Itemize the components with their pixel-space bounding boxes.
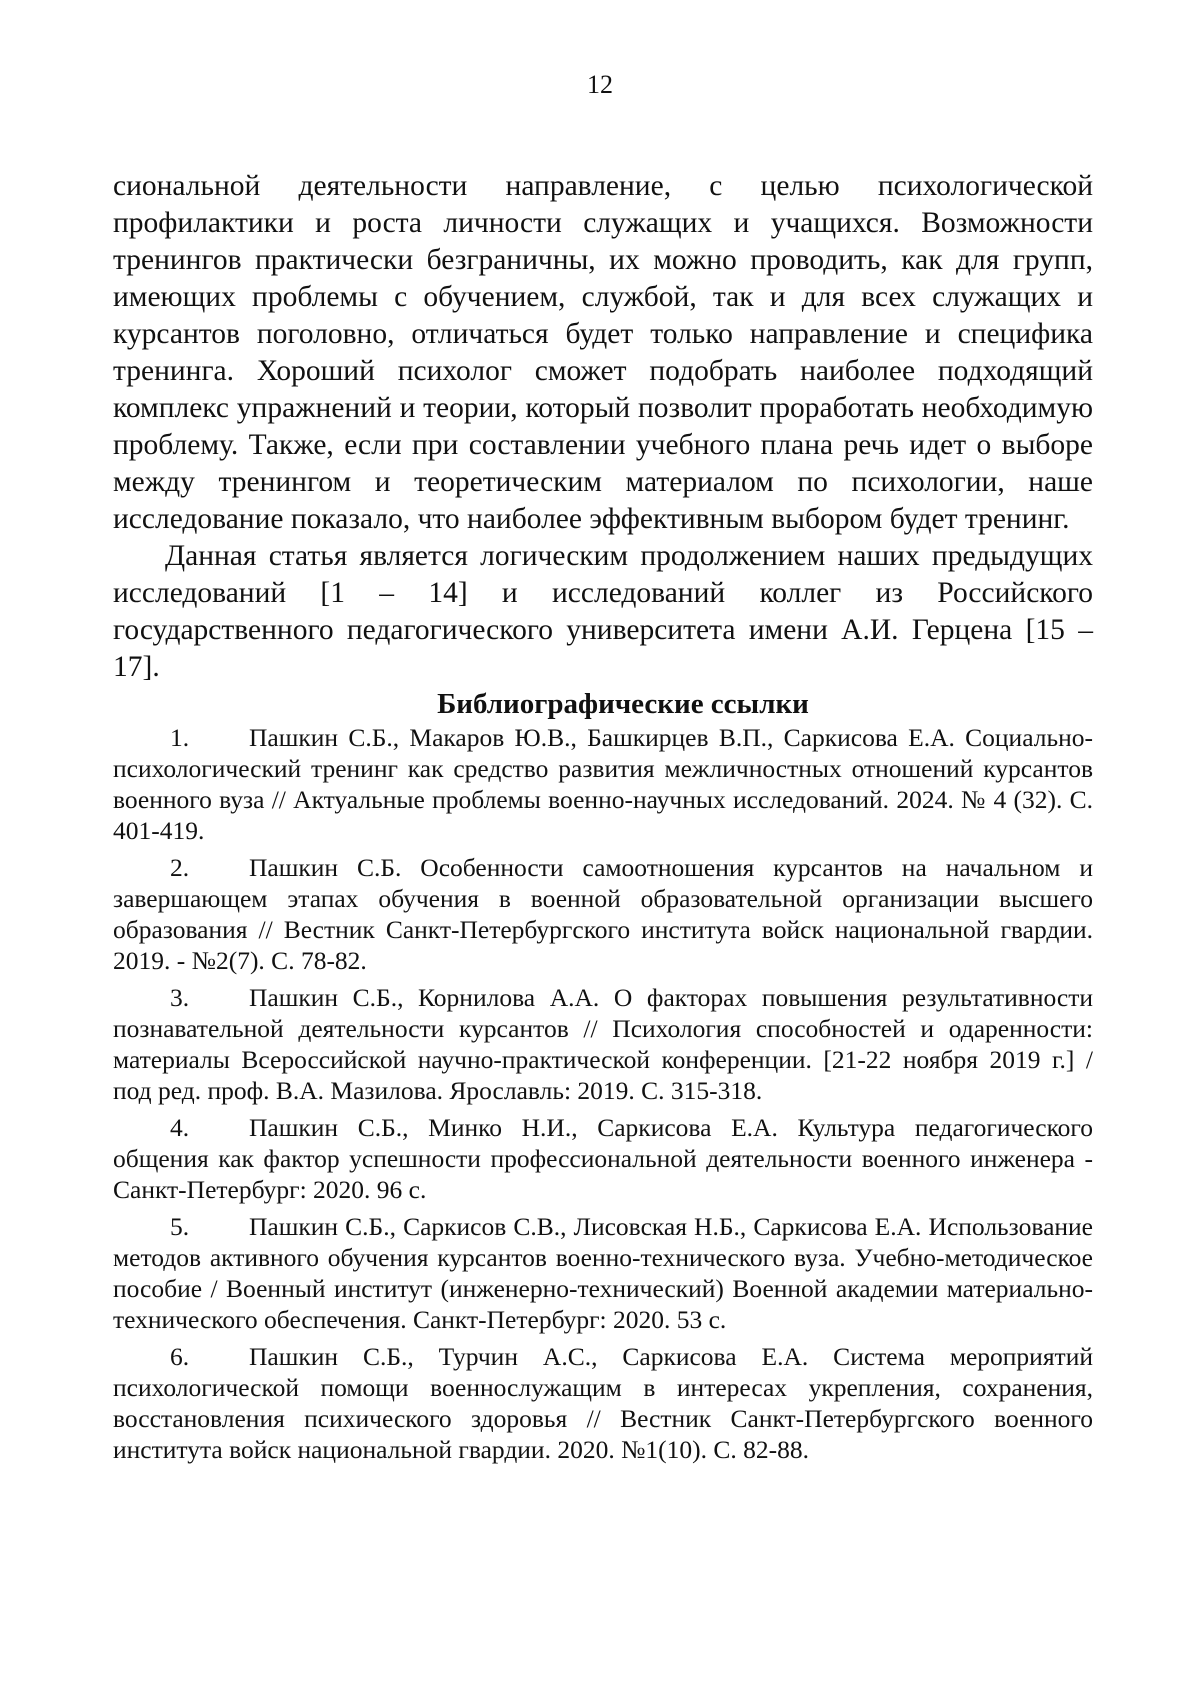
bibliography-item-text: Пашкин С.Б., Макаров Ю.В., Башкирцев В.П., Саркисова Е.А. Социально-психологический тренинг как средство развития межличностных отношений курсантов военного вуза // Актуальные проблемы военно-научных исследований. 2024. № 4 (32). С. 401-419. (113, 723, 1093, 845)
bibliography-item-5 (113, 1211, 1093, 1335)
bibliography-item-number: 3. (170, 983, 190, 1012)
bibliography-item-text: Пашкин С.Б., Турчин А.С., Саркисова Е.А. Система мероприятий психологической помощи военнослужащим в интересах укрепления, сохранения, восстановления психического здоровья // Вестник Санкт-Петербургского военного института войск национальной гвардии. 2020. №1(10). С. 82-88. (113, 1342, 1093, 1464)
bibliography-title: Библиографические ссылки (437, 688, 809, 720)
bibliography-item-text: Пашкин С.Б., Минко Н.И., Саркисова Е.А. Культура педагогического общения как фактор успешности профессиональной деятельности военного инженера - Санкт-Петербург: 2020. 96 с. (113, 1113, 1093, 1204)
bibliography-item-text: Пашкин С.Б., Корнилова А.А. О факторах повышения результативности познавательной деятельности курсантов // Психология способностей и одаренности: материалы Всероссийской научно-практической конференции. [21-22 ноября 2019 г.] / под ред. проф. В.А. Мазилова. Ярославль: 2019. С. 315-318. (113, 983, 1093, 1105)
body-paragraph-1: сиональной деятельности направление, с целью психологической профилактики и роста личности служащих и учащихся. Возможности тренингов практически безграничны, их можно проводить, как для групп, имеющих проблемы с обучением, службой, так и для всех служащих и курсантов поголовно, отличаться будет только направление и специфика тренинга. Хороший психолог сможет подобрать наиболее подходящий комплекс упражнений и теории, который позволит проработать необходимую проблему. Также, если при составлении учебного плана речь идет о выборе между тренингом и теоретическим материалом по психологии, наше исследование показало, что наиболее эффективным выбором будет тренинг. (113, 170, 1093, 535)
bibliography-item-1 (113, 722, 1093, 846)
bibliography-list (113, 722, 1093, 1465)
bibliography-item-3 (113, 982, 1093, 1106)
bibliography-item-6 (113, 1341, 1093, 1465)
bibliography-item-text: Пашкин С.Б., Саркисов С.В., Лисовская Н.Б., Саркисова Е.А. Использование методов активного обучения курсантов военно-технического вуза. Учебно-методическое пособие / Военный институт (инженерно-технический) Военной академии материально-технического обеспечения. Санкт-Петербург: 2020. 53 с. (113, 1212, 1093, 1334)
page-content (113, 168, 1093, 1471)
bibliography-item-number: 4. (170, 1113, 190, 1142)
bibliography-item-4 (113, 1112, 1093, 1205)
bibliography-item-2 (113, 852, 1093, 976)
bibliography-item-number: 2. (170, 853, 190, 882)
bibliography-item-text: Пашкин С.Б. Особенности самоотношения курсантов на начальном и завершающем этапах обучения в военной образовательной организации высшего образования // Вестник Санкт-Петербургского института войск национальной гвардии. 2019. - №2(7). С. 78-82. (113, 853, 1093, 975)
body-paragraph-2: Данная статья является логическим продолжением наших предыдущих исследований [1 – 14] и исследований коллег из Российского государственного педагогического университета имени А.И. Герцена [15 – 17]. (113, 540, 1093, 683)
page-number: 12 (587, 70, 613, 99)
bibliography-item-number: 1. (170, 723, 190, 752)
bibliography-item-number: 5. (170, 1212, 190, 1241)
bibliography-item-number: 6. (170, 1342, 190, 1371)
